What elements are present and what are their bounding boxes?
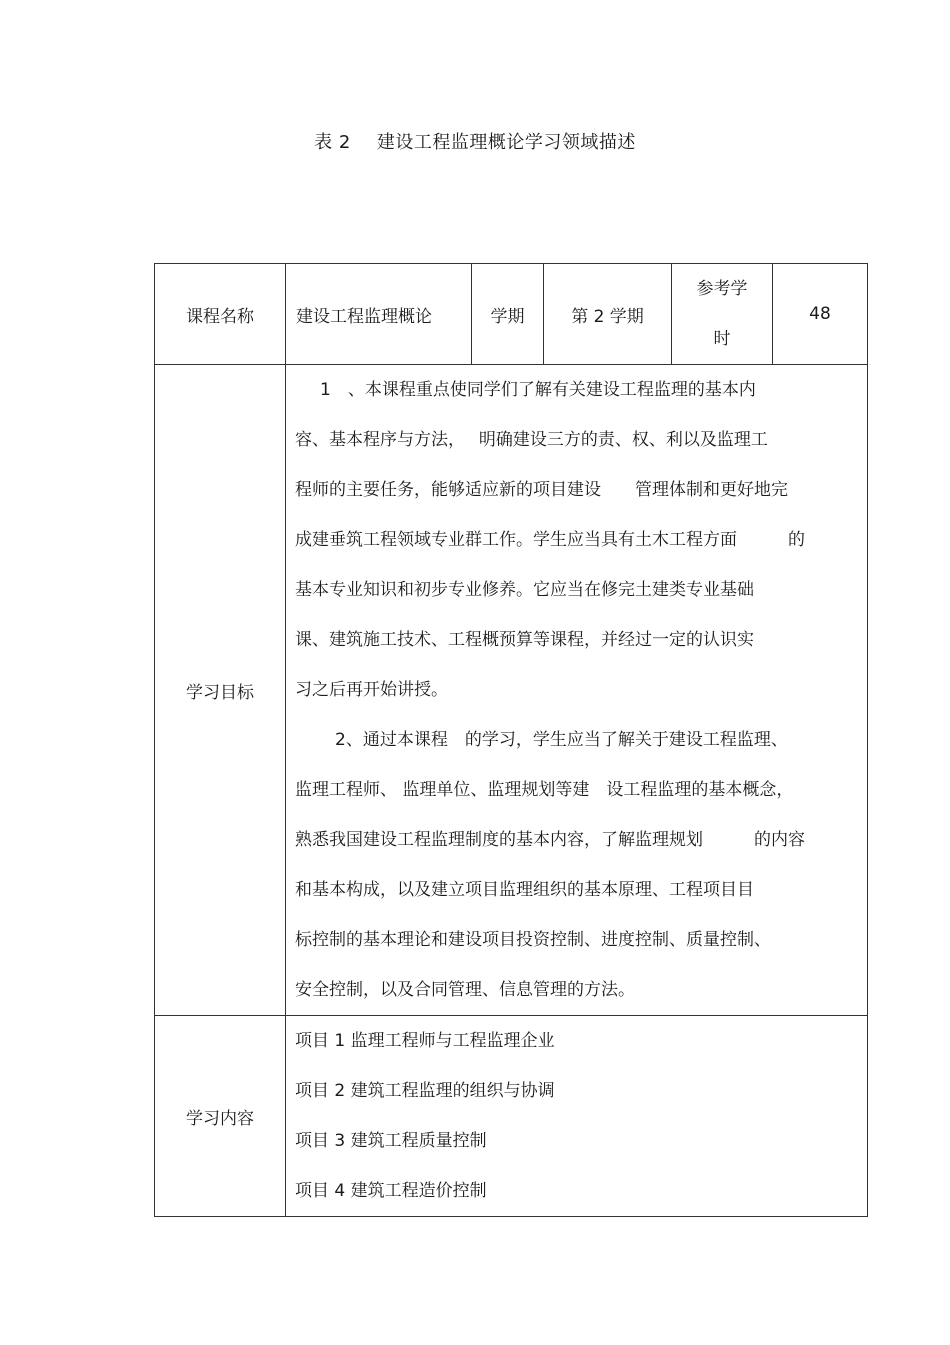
course-name-label: 课程名称 (155, 264, 286, 365)
table-number: 表 2 (314, 132, 351, 153)
goals-row (155, 365, 868, 1016)
header-row (155, 264, 868, 365)
goals-line: 和基本构成，以及建立项目监理组织的基本原理、工程项目目 (295, 880, 754, 900)
content-item: 项目 3 建筑工程质量控制 (295, 1131, 487, 1151)
goals-line: 成建垂筑工程领域专业群工作。学生应当具有土木工程方面 的 (295, 530, 805, 550)
goals-line: 容、基本程序与方法， 明确建设三方的责、权、利以及监理工 (295, 430, 768, 450)
content-item: 项目 2 建筑工程监理的组织与协调 (295, 1081, 555, 1101)
goals-line: 熟悉我国建设工程监理制度的基本内容，了解监理规划 的内容 (295, 830, 805, 850)
content-row (155, 1016, 868, 1217)
content-label: 学习内容 (155, 1016, 286, 1217)
reference-hours-label-line2: 时 (713, 329, 731, 349)
document-title (0, 128, 950, 154)
reference-hours-label (672, 264, 773, 365)
goals-line: 1 、本课程重点使同学们了解有关建设工程监理的基本内 (320, 380, 756, 400)
reference-hours-label-line1: 参考学 (696, 279, 748, 299)
goals-line: 监理工程师、 监理单位、监理规划等建 设工程监理的基本概念， (295, 780, 794, 800)
goals-line: 课、建筑施工技术、工程概预算等课程，并经过一定的认识实 (295, 630, 754, 650)
term-label: 学期 (472, 264, 544, 365)
goals-text (286, 365, 868, 1016)
course-name-value: 建设工程监理概论 (286, 264, 472, 365)
term-value: 第 2 学期 (544, 264, 672, 365)
goals-line: 标控制的基本理论和建设项目投资控制、进度控制、质量控制、 (295, 930, 771, 950)
content-item: 项目 4 建筑工程造价控制 (295, 1181, 487, 1201)
goals-line: 基本专业知识和初步专业修养。它应当在修完土建类专业基础 (295, 580, 754, 600)
reference-hours-value: 48 (773, 264, 868, 365)
goals-line: 2、通过本课程 的学习，学生应当了解关于建设工程监理、 (335, 730, 788, 750)
content-item: 项目 1 监理工程师与工程监理企业 (295, 1031, 555, 1051)
table-title: 建设工程监理概论学习领域描述 (376, 132, 636, 153)
content-list (286, 1016, 868, 1217)
goals-label: 学习目标 (155, 365, 286, 1016)
goals-line: 安全控制，以及合同管理、信息管理的方法。 (295, 980, 635, 1000)
goals-line: 习之后再开始讲授。 (295, 680, 448, 700)
goals-line: 程师的主要任务，能够适应新的项目建设 管理体制和更好地完 (295, 480, 788, 500)
course-description-table (154, 263, 868, 1217)
